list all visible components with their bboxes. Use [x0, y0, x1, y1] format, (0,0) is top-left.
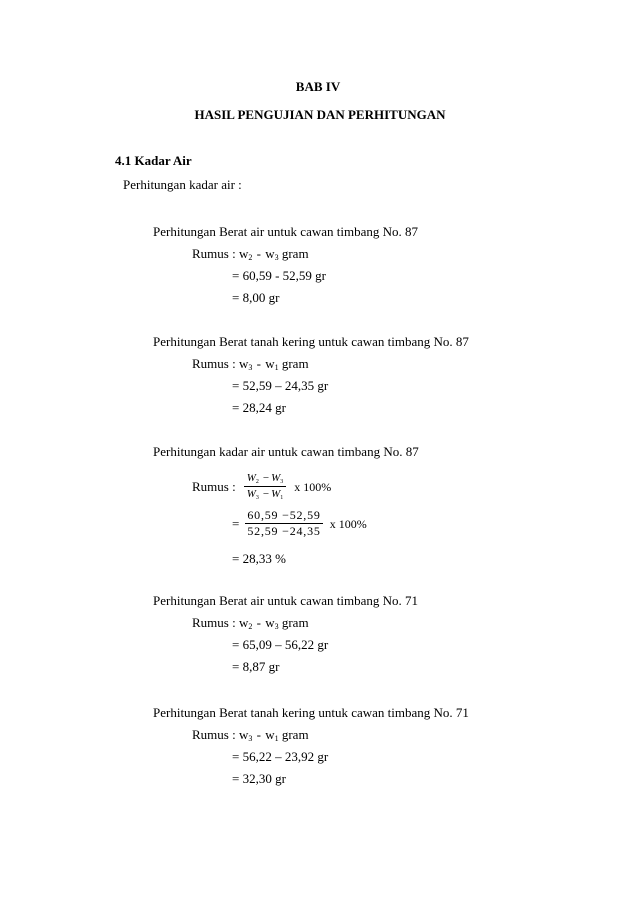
rumus-label: Rumus : — [192, 615, 236, 630]
rumus-var: w — [238, 246, 249, 261]
calc-result: = 28,24 gr — [232, 400, 286, 415]
calc-block-berat-tanah-kering-71 — [153, 702, 613, 790]
fraction-denominator — [244, 487, 287, 501]
rumus-var: w — [238, 727, 249, 742]
rumus-var: w — [238, 356, 249, 371]
numerator-subscript: 3 — [280, 479, 284, 485]
rumus-var: w — [265, 727, 275, 742]
numerator-operator: − — [262, 472, 270, 484]
calc-title: Perhitungan Berat air untuk cawan timbang No. 71 — [153, 593, 418, 608]
rumus-label: Rumus : — [192, 246, 236, 261]
rumus-subscript: 3 — [274, 622, 279, 631]
numerator-var: W — [271, 472, 281, 484]
rumus-unit: gram — [281, 246, 309, 261]
numerator-subscript: 2 — [255, 479, 259, 485]
denominator-var: W — [271, 488, 281, 500]
rumus-line — [153, 612, 613, 634]
rumus-unit: gram — [281, 356, 309, 371]
substitution-fraction — [245, 509, 322, 538]
rumus-subscript: 2 — [248, 253, 253, 262]
percent-factor: x 100% — [294, 479, 332, 494]
percent-factor: x 100% — [329, 516, 367, 531]
rumus-subscript: 3 — [248, 363, 253, 372]
calc-result: = 28,33 % — [232, 551, 286, 566]
denominator-subscript: 3 — [255, 495, 259, 501]
rumus-var: w — [238, 615, 249, 630]
denominator-subscript: 1 — [280, 495, 284, 501]
rumus-label: Rumus : — [192, 356, 236, 371]
calc-step: = 56,22 – 23,92 gr — [232, 749, 329, 764]
rumus-subscript: 1 — [274, 363, 279, 372]
calc-title: Perhitungan Berat tanah kering untuk cawan timbang No. 87 — [153, 334, 469, 349]
calc-step: = 60,59 - 52,59 gr — [232, 268, 326, 283]
rumus-operator: - — [256, 615, 261, 630]
rumus-line — [153, 353, 613, 375]
calc-block-berat-air-71 — [153, 590, 613, 678]
rumus-unit: gram — [281, 615, 309, 630]
rumus-subscript: 2 — [248, 622, 253, 631]
rumus-subscript: 3 — [274, 253, 279, 262]
chapter-number: BAB IV — [295, 79, 341, 94]
section-heading: 4.1 Kadar Air — [115, 153, 192, 168]
calc-result: = 32,30 gr — [232, 771, 286, 786]
rumus-line — [153, 243, 613, 265]
rumus-operator: - — [256, 246, 261, 261]
rumus-line — [153, 724, 613, 746]
fraction-numerator — [244, 472, 287, 487]
chapter-title: HASIL PENGUJIAN DAN PERHITUNGAN — [194, 107, 446, 122]
rumus-subscript: 3 — [248, 734, 253, 743]
calc-title: Perhitungan Berat air untuk cawan timbang No. 87 — [153, 224, 418, 239]
rumus-operator: - — [256, 727, 261, 742]
calc-result: = 8,87 gr — [232, 659, 280, 674]
calc-title: Perhitungan Berat tanah kering untuk cawan timbang No. 71 — [153, 705, 469, 720]
calc-title: Perhitungan kadar air untuk cawan timbang No. 87 — [153, 444, 419, 459]
substitution-denominator: 52,59 −24,35 — [247, 524, 321, 538]
calc-step: = 52,59 – 24,35 gr — [232, 378, 329, 393]
rumus-var: w — [265, 615, 275, 630]
rumus-label: Rumus : — [192, 727, 236, 742]
calc-block-kadar-air-87 — [153, 441, 613, 571]
rumus-var: w — [265, 246, 275, 261]
rumus-operator: - — [256, 356, 261, 371]
denominator-operator: − — [262, 488, 270, 500]
rumus-fraction-line — [192, 472, 331, 501]
rumus-label: Rumus : — [192, 478, 236, 494]
calc-result: = 8,00 gr — [232, 290, 280, 305]
numerator-var: W — [246, 472, 256, 484]
substitution-line — [232, 509, 367, 538]
rumus-unit: gram — [281, 727, 309, 742]
formula-fraction — [244, 472, 287, 501]
substitution-numerator: 60,59 −52,59 — [247, 508, 321, 522]
rumus-var: w — [265, 356, 275, 371]
section-intro: Perhitungan kadar air : — [123, 177, 242, 192]
calc-block-berat-air-87 — [153, 221, 613, 309]
equals-sign: = — [232, 515, 240, 531]
calc-step: = 65,09 – 56,22 gr — [232, 637, 329, 652]
rumus-subscript: 1 — [274, 734, 279, 743]
calc-block-berat-tanah-kering-87 — [153, 331, 613, 419]
denominator-var: W — [246, 488, 256, 500]
